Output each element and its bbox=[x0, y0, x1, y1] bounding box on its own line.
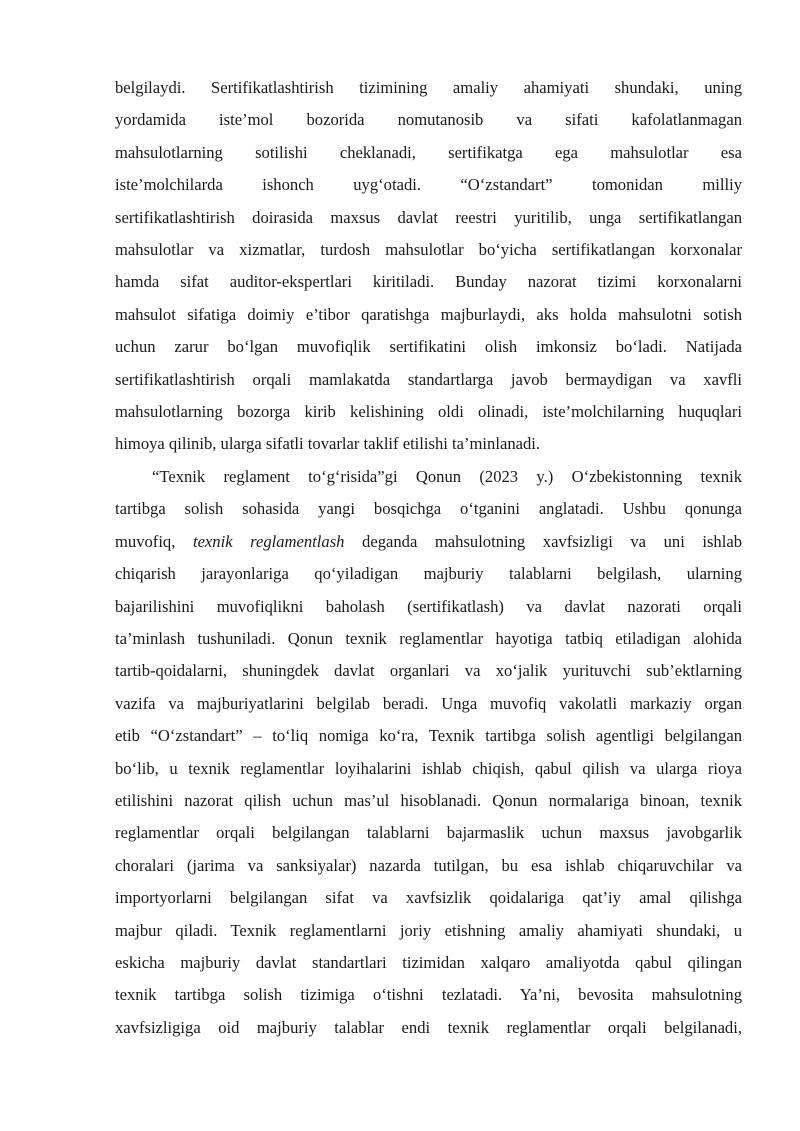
text-segment: muvofiq, bbox=[115, 531, 193, 551]
text-line: eskicha majburiy davlat standartlari tizimidan xalqaro amaliyotda qabul qilingan bbox=[115, 952, 742, 972]
text-line: hamda sifat auditor-ekspertlari kiritiladi. Bunday nazorat tizimi korxonalarni bbox=[115, 272, 742, 292]
text-line: uchun zarur bo‘lgan muvofiqlik sertifikatini olish imkonsiz bo‘ladi. Natijada bbox=[115, 337, 742, 357]
text-line: sertifikatlashtirish doirasida maxsus davlat reestri yuritilib, unga sertifikatlangan bbox=[115, 207, 742, 227]
emphasized-term: texnik reglamentlash bbox=[192, 531, 345, 551]
text-line: reglamentlar orqali belgilangan talablarni bajarmaslik uchun maxsus javobgarlik bbox=[115, 823, 742, 843]
text-segment: deganda mahsulotning xavfsizligi va uni ishlab bbox=[344, 531, 743, 551]
text-line: bajarilishini muvofiqlikni baholash (sertifikatlash) va davlat nazorati orqali bbox=[115, 596, 742, 616]
text-line: mahsulot sifatiga doimiy e’tibor qaratishga majburlaydi, aks holda mahsulotni sotish bbox=[115, 304, 742, 324]
text-line: etib “O‘zstandart” – to‘liq nomiga ko‘ra, Texnik tartibga solish agentligi belgilangan bbox=[115, 726, 742, 746]
text-line: bo‘lib, u texnik reglamentlar loyihalarini ishlab chiqish, qabul qilish va ularga rioya bbox=[115, 758, 742, 778]
paragraph-certification bbox=[115, 72, 742, 461]
text-line: mahsulotlarning bozorga kirib kelishining oldi olinadi, iste’molchilarning huquqlari bbox=[115, 402, 742, 422]
text-line: iste’molchilarda ishonch uyg‘otadi. “O‘zstandart” tomonidan milliy bbox=[115, 175, 742, 195]
text-line: himoya qilinib, ularga sifatli tovarlar taklif etilishi ta’minlanadi. bbox=[115, 434, 541, 454]
text-line: xavfsizligiga oid majburiy talablar endi texnik reglamentlar orqali belgilanadi, bbox=[115, 1017, 742, 1037]
text-line: texnik tartibga solish tizimiga o‘tishni tezlatadi. Ya’ni, bevosita mahsulotning bbox=[115, 985, 742, 1005]
text-line: importyorlarni belgilangan sifat va xavfsizlik qoidalariga qat’iy amal qilishga bbox=[115, 888, 742, 908]
text-line: choralari (jarima va sanksiyalar) nazarda tutilgan, bu esa ishlab chiqaruvchilar va bbox=[115, 855, 742, 875]
text-line: mahsulotlarning sotilishi cheklanadi, sertifikatga ega mahsulotlar esa bbox=[115, 142, 742, 162]
text-line: chiqarish jarayonlariga qo‘yiladigan majburiy talablarni belgilash, ularning bbox=[115, 564, 742, 584]
paragraph-technical-regulation-law bbox=[115, 461, 742, 1044]
text-line: sertifikatlashtirish orqali mamlakatda standartlarga javob bermaydigan va xavfli bbox=[115, 369, 742, 389]
text-line: mahsulotlar va xizmatlar, turdosh mahsulotlar bo‘yicha sertifikatlangan korxonalar bbox=[115, 240, 742, 260]
text-line: belgilaydi. Sertifikatlashtirish tizimining amaliy ahamiyati shundaki, uning bbox=[115, 78, 742, 97]
text-line: tartibga solish sohasida yangi bosqichga o‘tganini anglatadi. Ushbu qonunga bbox=[115, 499, 742, 519]
text-line: tartib-qoidalarni, shuningdek davlat organlari va xo‘jalik yurituvchi sub’ektlarning bbox=[115, 661, 742, 681]
text-line: majbur qiladi. Texnik reglamentlarni joriy etishning amaliy ahamiyati shundaki, u bbox=[115, 920, 742, 940]
text-line: “Texnik reglament to‘g‘risida”gi Qonun (2023 y.) O‘zbekistonning texnik bbox=[152, 466, 742, 486]
text-line: yordamida iste’mol bozorida nomutanosib va sifati kafolatlanmagan bbox=[115, 110, 742, 130]
document-page bbox=[115, 72, 742, 1044]
text-line: etilishini nazorat qilish uchun mas’ul hisoblanadi. Qonun normalariga binoan, texnik bbox=[115, 790, 742, 810]
text-line: ta’minlash tushuniladi. Qonun texnik reglamentlar hayotiga tatbiq etiladigan alohida bbox=[115, 628, 742, 648]
text-line bbox=[115, 526, 742, 558]
text-line: vazifa va majburiyatlarini belgilab beradi. Unga muvofiq vakolatli markaziy organ bbox=[115, 693, 742, 713]
